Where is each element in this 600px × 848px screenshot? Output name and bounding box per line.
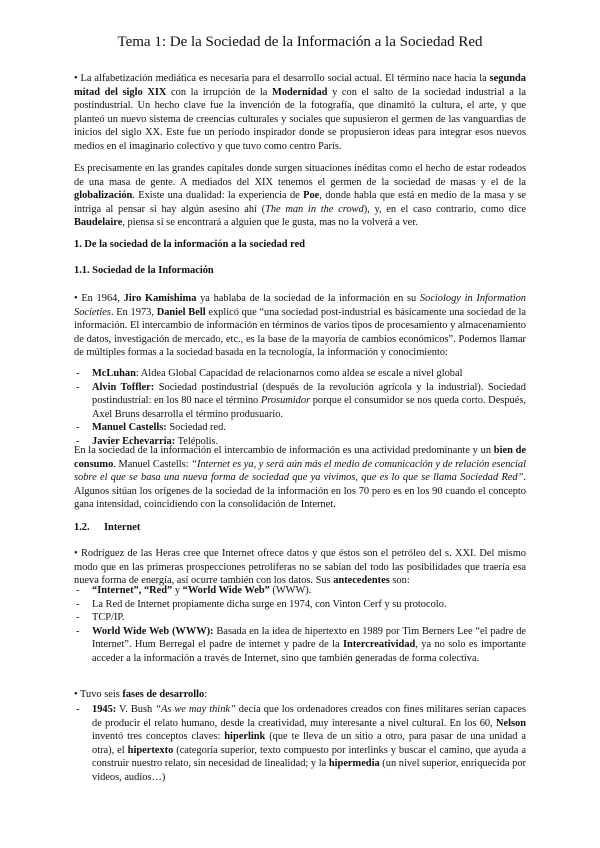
section-1-2-list: [74, 584, 526, 666]
section-1-heading: 1. De la sociedad de la información a la sociedad red: [74, 239, 305, 250]
intro-paragraph-1: • La alfabetización mediática es necesaria para el desarrollo social actual. El término nace hacia la segunda mitad del siglo XIX con la irrupción de la Modernidad y con el salto de la sociedad industrial a la postindustrial. Un hecho clave fue la invención de la fotografía, que dinamitó la cultura, el arte, y que planteó un nuevo sistema de creencias culturales y sociales que supusieron el germen de las vanguardias de inicios del siglo XX. Este fue un período inspirador donde se propusieron ideas para integrar esos nuevos medios en el imaginario colectivo y que tuvo como centro París.: [74, 73, 526, 152]
section-1-1-paragraph-2: En la sociedad de la información el intercambio de información es una actividad predominante y un bien de consumo. Manuel Castells: “Internet es ya, y será aún más el medio de comunicación y de relación esencial sobre el que se basa una nueva forma de sociedad que ya vivimos, que es lo que se llama Sociedad Red”. Algunos sitúan los orígenes de la sociedad de la información en los 70 pero es en los 90 cuando el concepto gana intensidad, coincidiendo con la consolidación de Internet.: [74, 445, 527, 511]
intro-paragraph-2: Es precisamente en las grandes capitales donde surgen situaciones inéditas como el hecho de estar rodeados de una masa de gente. A mediados del XIX tenemos el germen de la sociedad de masas y el de la globalización. Existe una dualidad: la experiencia de Poe, donde habla que está en medio de la masa y se intriga al pensar si hay algún asesino ahí (The man in the crowd), y, en el caso contrario, como dice Baudelaire, piensa si se encontrará a alguien que le gusta, mas no la volverá a ver.: [74, 163, 526, 229]
section-1-2-heading: 1.2. Internet: [74, 522, 141, 533]
section-1-2-phase-list: [74, 703, 526, 785]
list-item: - “Internet”, “Red” y “World Wide Web” (WWW).: [74, 584, 526, 598]
list-item: - TCP/IP.: [74, 611, 526, 625]
list-item: - Manuel Castells: Sociedad red.: [74, 421, 526, 435]
section-1-2-paragraph-1: • Rodríguez de las Heras cree que Internet ofrece datos y que éstos son el petróleo del s. XXI. Del mismo modo que en las primeras prospecciones petrolíferas no se sabían del todo las posibilidades que traería esa nueva forma de energía, así ocurre también con los datos. Sus antecedentes son:: [74, 548, 526, 587]
list-item: - 1945: V. Bush “As we may think” decía que los ordenadores creados con fines militares serían capaces de producir el relato humano, desde la creatividad, muy interesante a nivel cultural. En los 60, Nelson inventó tres conceptos claves: hiperlink (que te lleva de un sitio a otro, para pasar de una unidad a otra), el hipertexto (categoría superior, texto compuesto por interlinks y buscar el camino, que ayuda a construir nuestro relato, sin necesidad de linealidad; y la hipermedia (un nivel superior, enriquecida por videos, audios…): [74, 703, 526, 785]
page-title: Tema 1: De la Sociedad de la Información a la Sociedad Red: [117, 34, 483, 50]
list-item: - Alvin Toffler: Sociedad postindustrial (después de la revolución agrícola y la industrial). Sociedad postindustrial: en los 80 nace el término Prosumidor porque el consumidor se nos queda corto. Después, Axel Bruns desarrolla el término produsuario.: [74, 381, 526, 422]
section-1-2-paragraph-2: • Tuvo seis fases de desarrollo:: [74, 689, 208, 700]
section-1-1-paragraph-1: • En 1964, Jiro Kamishima ya hablaba de la sociedad de la información en su Sociology in Information Societies. En 1973, Daniel Bell explicó que “una sociedad post-industrial es básicamente una sociedad de la información. El intercambio de información en términos de varios tipos de procesamiento y almacenamiento de datos, investigación de mercado, etc., es la base de la mayoría de cambios económicos”. Podemos llamar de múltiples formas a la sociedad basada en la tecnología, la información y conocimiento:: [74, 293, 527, 359]
list-item: - McLuhan: Aldea Global Capacidad de relacionarnos como aldea se escale a nivel global: [74, 367, 526, 381]
list-item: - World Wide Web (WWW): Basada en la idea de hipertexto en 1989 por Tim Berners Lee “el padre de Internet”. Hum Berregal el padre de internet y padre de la Intercreatividad, ya no solo es importante acceder a la información a través de Internet, sino que también generadas de forma colectiva.: [74, 625, 526, 666]
list-item: - La Red de Internet propiamente dicha surge en 1974, con Vinton Cerf y su protocolo.: [74, 598, 526, 612]
list-item: - Javier Echevarría: Telépolis.: [74, 435, 526, 449]
section-1-1-heading: 1.1. Sociedad de la Información: [74, 265, 214, 276]
section-1-1-list: [74, 367, 526, 449]
